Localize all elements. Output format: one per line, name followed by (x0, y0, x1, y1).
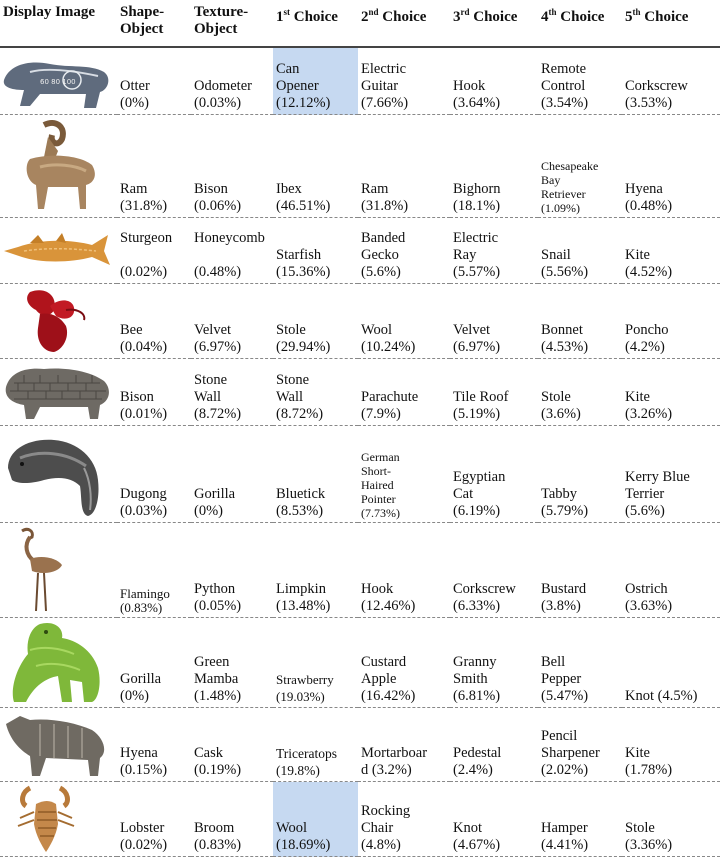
odometer-otter-image (0, 50, 114, 112)
choice-1-cell (273, 284, 358, 359)
choice-3-cell (450, 218, 538, 284)
svg-text:60 80 100: 60 80 100 (40, 78, 76, 86)
header-choice-2-sup: nd (368, 7, 379, 17)
header-display-image (0, 0, 117, 47)
header-choice-1-word: Choice (290, 9, 338, 25)
choice-2-cell (358, 782, 450, 857)
texture-object-cell (191, 618, 273, 708)
texture-object-label: Stone Wall (8.72%) (194, 372, 242, 422)
choice-5-cell (622, 708, 720, 782)
choice-3-label: Tile Roof (5.19%) (453, 389, 509, 422)
choice-2-label: Electric Guitar (7.66%) (361, 61, 409, 111)
broom-lobster-image (0, 784, 114, 854)
choice-3-label: Hook (3.64%) (453, 78, 501, 111)
table-row (0, 47, 720, 115)
choice-5-cell (622, 115, 720, 218)
choice-1-label: Stone Wall (8.72%) (276, 372, 324, 422)
header-choice-5 (622, 0, 720, 47)
choice-5-cell (622, 218, 720, 284)
choice-5-label: Knot (4.5%) (625, 688, 698, 704)
choice-4-cell (538, 218, 622, 284)
choice-4-label: Bustard (3.8%) (541, 581, 587, 614)
header-choice-2-word: Choice (378, 9, 427, 25)
choice-1-cell (273, 523, 358, 618)
choice-5-label: Corkscrew (3.53%) (625, 78, 688, 111)
choice-2-cell (358, 426, 450, 523)
choice-1-cell (273, 115, 358, 218)
choice-2-label: Rocking Chair (4.8%) (361, 803, 411, 853)
table-row (0, 218, 720, 284)
header-texture-object (191, 0, 273, 47)
choice-2-label: Parachute (7.9%) (361, 389, 419, 422)
choice-4-cell (538, 708, 622, 782)
choice-1-cell (273, 359, 358, 426)
shape-object-label: Dugong (0.03%) (120, 486, 168, 519)
choice-4-label: Hamper (4.41%) (541, 820, 589, 853)
choice-2-label: Hook (12.46%) (361, 581, 416, 614)
cask-hyena-image (0, 710, 114, 779)
header-choice-4-sup: th (548, 7, 557, 17)
display-image-cell (0, 359, 117, 426)
header-choice-1-sup: st (283, 7, 290, 17)
texture-object-label: Gorilla (0%) (194, 486, 236, 519)
choice-3-label: Corkscrew (6.33%) (453, 581, 516, 614)
shape-object-cell (117, 115, 191, 218)
choice-5-cell (622, 47, 720, 115)
display-image-cell (0, 523, 117, 618)
choice-3-cell (450, 115, 538, 218)
choice-5-cell (622, 523, 720, 618)
choice-5-label: Hyena (0.48%) (625, 181, 673, 214)
texture-object-cell (191, 782, 273, 857)
choice-1-cell (273, 218, 358, 284)
header-choice-3 (450, 0, 538, 47)
display-image-cell (0, 426, 117, 523)
choice-5-label: Kite (1.78%) (625, 745, 673, 778)
table-row (0, 426, 720, 523)
choice-2-label: Mortarboar d (3.2%) (361, 745, 428, 778)
display-image-cell (0, 284, 117, 359)
header-display-image-label: Display Image (3, 4, 96, 20)
header-choice-5-sup: th (632, 7, 641, 17)
mamba-gorilla-image (0, 620, 114, 705)
table-row (0, 115, 720, 218)
choice-2-cell (358, 218, 450, 284)
texture-object-cell (191, 523, 273, 618)
choice-5-cell (622, 284, 720, 359)
choice-1-cell (273, 426, 358, 523)
choice-2-label: German Short- Haired Pointer (7.73%) (361, 450, 400, 520)
choice-3-cell (450, 359, 538, 426)
shape-object-label: Hyena (0.15%) (120, 745, 168, 778)
texture-object-label: Bison (0.06%) (194, 181, 242, 214)
choice-1-cell (273, 618, 358, 708)
choice-2-cell (358, 115, 450, 218)
shape-object-cell (117, 426, 191, 523)
choice-4-cell (538, 359, 622, 426)
choice-3-label: Bighorn (18.1%) (453, 181, 501, 214)
choice-3-cell (450, 47, 538, 115)
choice-1-label: Starfish (15.36%) (276, 247, 331, 280)
header-shape-object-label: Shape- Object (120, 4, 165, 37)
choice-1-label: Can Opener (12.12%) (276, 61, 331, 111)
choice-2-label: Custard Apple (16.42%) (361, 654, 416, 704)
display-image-cell (0, 47, 117, 115)
header-choice-3-word: Choice (469, 9, 518, 25)
texture-object-cell (191, 284, 273, 359)
choice-5-label: Poncho (4.2%) (625, 322, 669, 355)
texture-object-label: Broom (0.83%) (194, 820, 242, 853)
gorilla-dugong-image (0, 428, 114, 520)
header-choice-5-word: Choice (640, 9, 689, 25)
bison-ram-image (0, 117, 114, 215)
texture-object-cell (191, 218, 273, 284)
choice-4-cell (538, 115, 622, 218)
table-row (0, 523, 720, 618)
shape-object-label: Bison (0.01%) (120, 389, 168, 422)
texture-object-label: Python (0.05%) (194, 581, 242, 614)
header-texture-object-label: Texture- Object (194, 4, 249, 37)
header-row (0, 0, 720, 47)
python-flamingo-image (0, 525, 114, 615)
choice-2-label: Banded Gecko (5.6%) (361, 230, 406, 280)
shape-object-label: Flamingo (0.83%) (120, 586, 170, 615)
table-row (0, 708, 720, 782)
choice-4-cell (538, 618, 622, 708)
shape-object-cell (117, 284, 191, 359)
choice-1-label: Ibex (46.51%) (276, 181, 331, 214)
choice-2-label: Wool (10.24%) (361, 322, 416, 355)
header-choice-1 (273, 0, 358, 47)
texture-object-label: Odometer (0.03%) (194, 78, 252, 111)
choice-5-label: Stole (3.36%) (625, 820, 673, 853)
choice-5-label: Ostrich (3.63%) (625, 581, 673, 614)
choice-4-cell (538, 523, 622, 618)
texture-object-cell (191, 426, 273, 523)
header-choice-3-sup: rd (460, 7, 470, 17)
choice-4-label: Stole (3.6%) (541, 389, 581, 422)
choice-1-label: Wool (18.69%) (276, 820, 331, 853)
header-choice-5-num: 5 (625, 9, 633, 25)
shape-object-label: Bee (0.04%) (120, 322, 168, 355)
shape-object-label: Gorilla (0%) (120, 671, 162, 704)
choice-3-label: Velvet (6.97%) (453, 322, 501, 355)
choice-3-label: Knot (4.67%) (453, 820, 501, 853)
shape-object-cell (117, 618, 191, 708)
choice-3-label: Egyptian Cat (6.19%) (453, 469, 506, 519)
choice-3-cell (450, 284, 538, 359)
shape-object-cell (117, 708, 191, 782)
choice-1-label: Strawberry (19.03%) (276, 672, 334, 704)
choice-4-label: Tabby (5.79%) (541, 486, 589, 519)
choice-3-cell (450, 618, 538, 708)
header-shape-object (117, 0, 191, 47)
choice-3-label: Granny Smith (6.81%) (453, 654, 501, 704)
choice-4-label: Snail (5.56%) (541, 247, 589, 280)
choice-5-label: Kite (4.52%) (625, 247, 673, 280)
header-choice-4-word: Choice (556, 9, 605, 25)
choice-2-cell (358, 708, 450, 782)
choice-1-cell (273, 47, 358, 115)
choice-5-cell (622, 618, 720, 708)
choice-4-label: Remote Control (3.54%) (541, 61, 589, 111)
honeycomb-sturgeon-image (0, 221, 114, 281)
choice-1-label: Bluetick (8.53%) (276, 486, 326, 519)
choice-4-label: Chesapeake Bay Retriever (1.09%) (541, 159, 599, 215)
choice-1-label: Limpkin (13.48%) (276, 581, 331, 614)
shape-object-label: Lobster (0.02%) (120, 820, 168, 853)
choice-3-cell (450, 426, 538, 523)
choice-1-cell (273, 708, 358, 782)
display-image-cell (0, 218, 117, 284)
choice-1-label: Triceratops (19.8%) (276, 746, 337, 778)
choice-4-label: Bonnet (4.53%) (541, 322, 589, 355)
texture-object-cell (191, 359, 273, 426)
texture-object-cell (191, 115, 273, 218)
choice-2-cell (358, 618, 450, 708)
shape-object-cell (117, 359, 191, 426)
shape-object-label: Ram (31.8%) (120, 181, 168, 214)
header-choice-1-num: 1 (276, 9, 284, 25)
choice-2-cell (358, 47, 450, 115)
choice-5-cell (622, 359, 720, 426)
choice-3-cell (450, 523, 538, 618)
choice-3-cell (450, 782, 538, 857)
header-choice-4 (538, 0, 622, 47)
shape-object-cell (117, 47, 191, 115)
table-row (0, 618, 720, 708)
shape-object-cell (117, 523, 191, 618)
texture-object-label: Honeycomb (0.48%) (194, 230, 265, 280)
texture-object-cell (191, 708, 273, 782)
choice-4-label: Bell Pepper (5.47%) (541, 654, 589, 704)
texture-object-label: Green Mamba (1.48%) (194, 654, 242, 704)
choice-4-cell (538, 47, 622, 115)
table-row (0, 359, 720, 426)
header-choice-3-num: 3 (453, 9, 461, 25)
velvet-bee-image (0, 286, 114, 356)
choice-4-cell (538, 426, 622, 523)
shape-object-cell (117, 782, 191, 857)
texture-object-label: Cask (0.19%) (194, 745, 242, 778)
table-row (0, 284, 720, 359)
texture-object-cell (191, 47, 273, 115)
choice-3-label: Electric Ray (5.57%) (453, 230, 501, 280)
choice-5-label: Kite (3.26%) (625, 389, 673, 422)
display-image-cell (0, 115, 117, 218)
header-choice-4-num: 4 (541, 9, 549, 25)
choice-5-label: Kerry Blue Terrier (5.6%) (625, 469, 690, 519)
choice-4-label: Pencil Sharpener (2.02%) (541, 728, 600, 778)
header-choice-2-num: 2 (361, 9, 369, 25)
choice-3-cell (450, 708, 538, 782)
choice-4-cell (538, 782, 622, 857)
choice-4-cell (538, 284, 622, 359)
shape-object-label: Sturgeon (0.02%) (120, 230, 173, 280)
shape-object-cell (117, 218, 191, 284)
choice-2-label: Ram (31.8%) (361, 181, 409, 214)
display-image-cell (0, 782, 117, 857)
choice-2-cell (358, 284, 450, 359)
display-image-cell (0, 618, 117, 708)
shape-object-label: Otter (0%) (120, 78, 150, 111)
choice-1-label: Stole (29.94%) (276, 322, 331, 355)
choice-1-cell (273, 782, 358, 857)
choice-2-cell (358, 359, 450, 426)
table-row (0, 782, 720, 857)
texture-object-label: Velvet (6.97%) (194, 322, 242, 355)
choice-3-label: Pedestal (2.4%) (453, 745, 502, 778)
choice-2-cell (358, 523, 450, 618)
choice-5-cell (622, 426, 720, 523)
header-choice-2 (358, 0, 450, 47)
display-image-cell (0, 708, 117, 782)
choice-5-cell (622, 782, 720, 857)
stonewall-bison-image (0, 361, 114, 423)
